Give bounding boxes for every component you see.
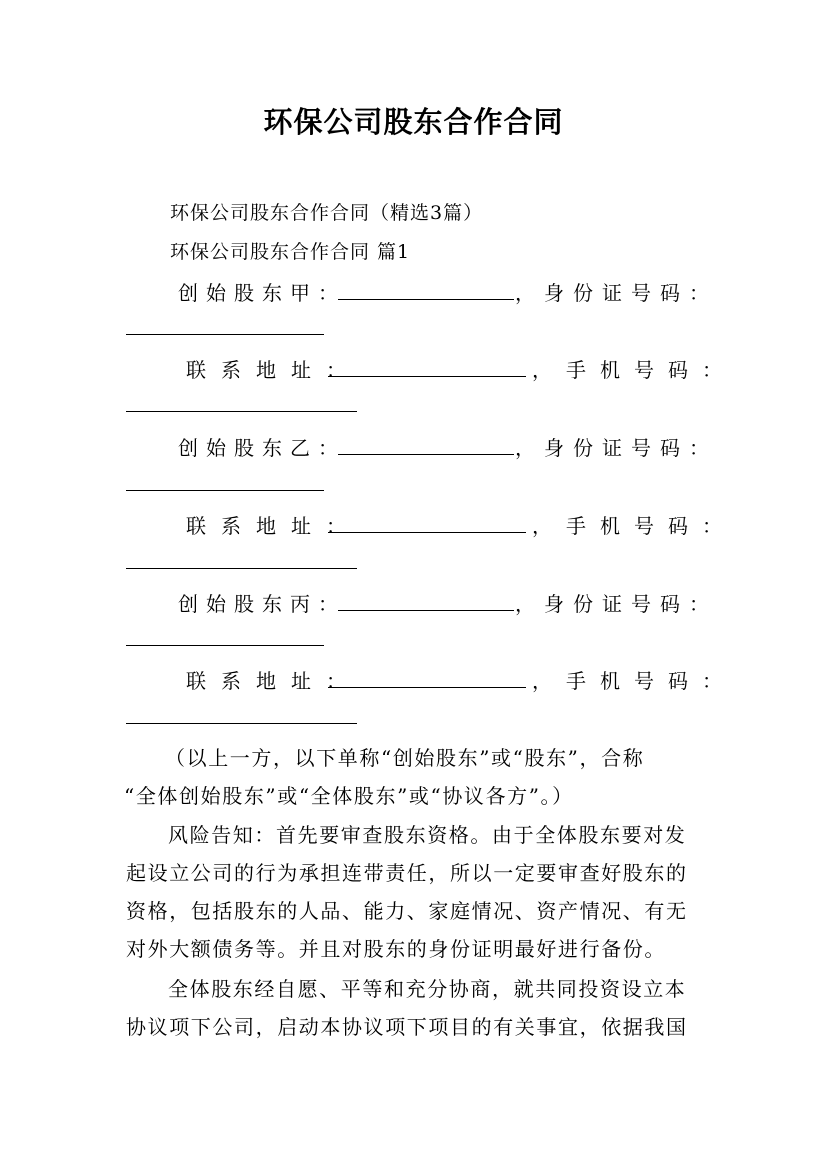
paragraph-3-line-2: 协议项下公司，启动本协议项下项目的有关事宜，依据我国 (126, 1015, 688, 1039)
contact-c-phone-label: ，手机号码： (532, 669, 736, 693)
contact-a-row (0, 354, 827, 384)
contact-a-phone-blank (126, 411, 357, 412)
section-heading: 环保公司股东合作合同 篇1 (170, 241, 411, 263)
paragraph-3-line-1: 全体股东经自愿、平等和充分协商，就共同投资设立本 (168, 977, 687, 1001)
document-title: 环保公司股东合作合同 (263, 105, 564, 139)
contact-c-phone-blank (126, 723, 357, 724)
paragraph-1-line-1: （以上一方，以下单称“创始股东”或“股东”，合称 (165, 746, 645, 770)
contact-a-label: 联系地址： (186, 358, 361, 382)
shareholder-c-id-blank (126, 645, 324, 646)
shareholder-c-label: 创始股东丙： (178, 592, 346, 616)
contact-a-address-blank (328, 376, 526, 377)
shareholder-b-name-blank (338, 454, 514, 455)
shareholder-a-id-blank (126, 334, 324, 335)
shareholder-b-id-label: ，身份证号码： (515, 436, 718, 460)
paragraph-2-line-3: 资格，包括股东的人品、能力、家庭情况、资产情况、有无 (126, 899, 688, 923)
shareholder-a-name-blank (338, 299, 514, 300)
paragraph-2-line-1: 风险告知：首先要审查股东资格。由于全体股东要对发 (168, 823, 687, 847)
shareholder-a-id-label: ，身份证号码： (515, 281, 718, 305)
paragraph-2-line-2: 起设立公司的行为承担连带责任，所以一定要审查好股东的 (126, 861, 688, 885)
contact-c-address-blank (328, 687, 526, 688)
contact-b-label: 联系地址： (186, 514, 361, 538)
contact-a-phone-label: ，手机号码： (532, 358, 736, 382)
shareholder-b-label: 创始股东乙： (178, 436, 346, 460)
shareholder-a-row (0, 277, 827, 307)
subtitle: 环保公司股东合作合同（精选3篇） (170, 202, 484, 224)
contact-b-phone-label: ，手机号码： (532, 514, 736, 538)
contact-b-address-blank (328, 532, 526, 533)
contact-b-phone-blank (126, 568, 357, 569)
paragraph-1-line-2: “全体创始股东”或“全体股东”或“协议各方”。） (124, 784, 574, 808)
shareholder-c-row (0, 588, 827, 618)
shareholder-b-id-blank (126, 490, 324, 491)
shareholder-b-row (0, 432, 827, 462)
shareholder-c-id-label: ，身份证号码： (515, 592, 718, 616)
paragraph-2-line-4: 对外大额债务等。并且对股东的身份证明最好进行备份。 (126, 937, 666, 961)
contact-b-row (0, 510, 827, 540)
shareholder-c-name-blank (338, 610, 514, 611)
contact-c-row (0, 665, 827, 695)
shareholder-a-label: 创始股东甲： (178, 281, 346, 305)
contact-c-label: 联系地址： (186, 669, 361, 693)
